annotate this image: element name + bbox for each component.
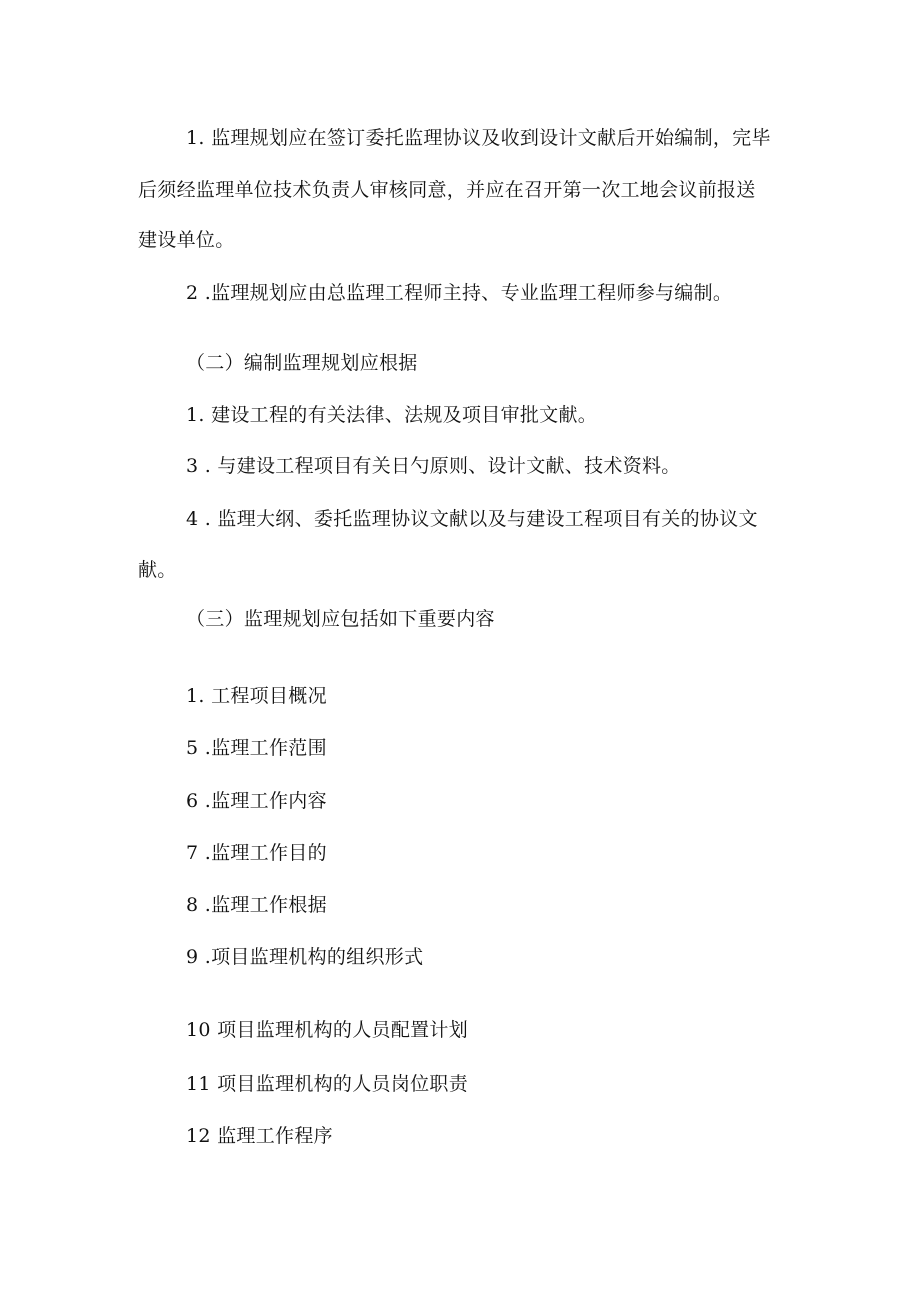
basis-item-4-line-2: 献。 [138, 559, 177, 581]
content-item: 9 .项目监理机构的组织形式 [186, 946, 424, 968]
basis-item-1: 1. 建设工程的有关法律、法规及项目审批文献。 [186, 404, 598, 426]
paragraph-1-line-2: 后须经监理单位技术负责人审核同意，并应在召开第一次工地会议前报送 [138, 179, 756, 201]
paragraph-2: 2 .监理规划应由总监理工程师主持、专业监理工程师参与编制。 [186, 282, 733, 304]
content-item: 10 项目监理机构的人员配置计划 [186, 1019, 469, 1041]
content-item: 11 项目监理机构的人员岗位职责 [186, 1073, 469, 1095]
paragraph-1-line-1: 1. 监理规划应在签订委托监理协议及收到设计文献后开始编制，完毕 [186, 127, 771, 149]
basis-item-4-line-1: 4 . 监理大纲、委托监理协议文献以及与建设工程项目有关的协议文 [186, 508, 758, 530]
content-item: 12 监理工作程序 [186, 1125, 333, 1147]
basis-item-3: 3 . 与建设工程项目有关日勺原则、设计文献、技术资料。 [186, 455, 681, 477]
content-item: 8 .监理工作根据 [186, 894, 327, 916]
content-item: 7 .监理工作目的 [186, 842, 327, 864]
content-item: 5 .监理工作范围 [186, 737, 327, 759]
section-heading-2: （二）编制监理规划应根据 [186, 352, 418, 374]
content-item: 1. 工程项目概况 [186, 685, 327, 707]
section-heading-3: （三）监理规划应包括如下重要内容 [186, 608, 495, 630]
content-item: 6 .监理工作内容 [186, 790, 327, 812]
paragraph-1-line-3: 建设单位。 [138, 229, 235, 251]
